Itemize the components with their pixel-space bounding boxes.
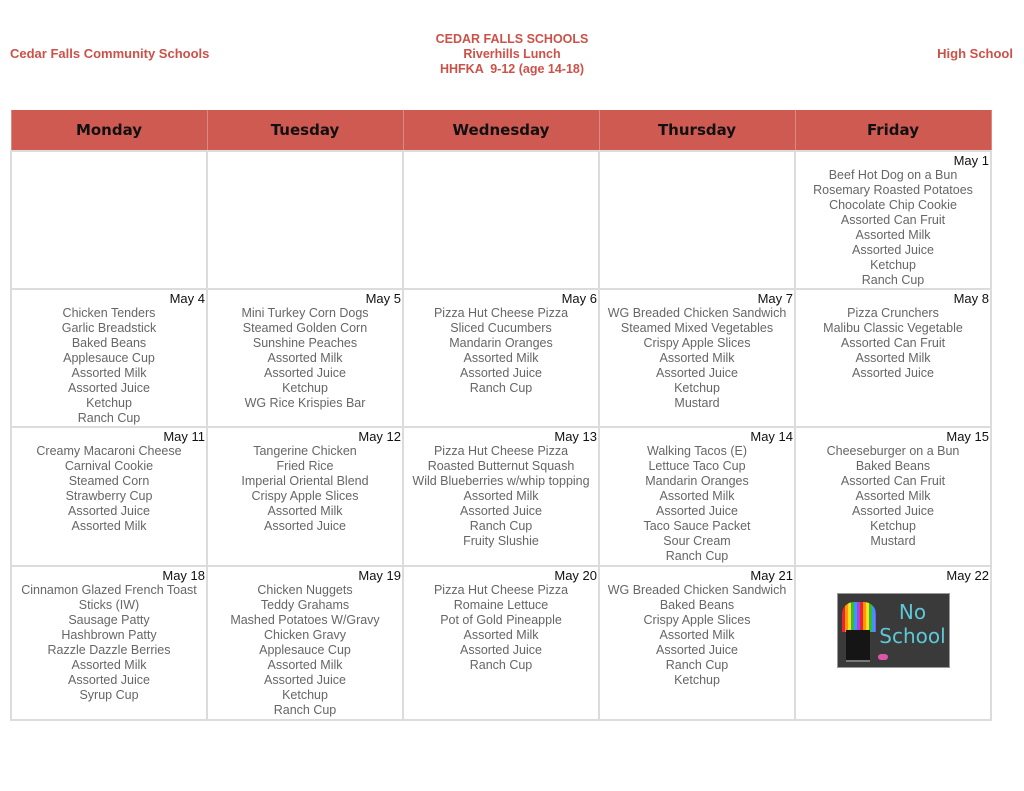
menu-item: Strawberry Cup [65, 489, 153, 503]
menu-item: Assorted Milk [855, 228, 931, 242]
day-cell [11, 289, 207, 427]
day-cell [795, 289, 991, 427]
day-date: May 7 [757, 291, 793, 306]
menu-item: Ranch Cup [77, 411, 141, 425]
menu-item: Pizza Hut Cheese Pizza [433, 444, 569, 458]
menu-item: Teddy Grahams [260, 598, 350, 612]
day-date: May 22 [946, 568, 989, 583]
day-date: May 4 [169, 291, 205, 306]
weekday-header-row [11, 110, 991, 151]
no-school-image [837, 593, 950, 668]
day-header-tuesday: Tuesday [207, 110, 403, 151]
day-date: May 13 [554, 429, 597, 444]
menu-item: Rosemary Roasted Potatoes [813, 183, 973, 197]
menu-title-line-2: Riverhills Lunch [463, 47, 561, 61]
menu-item: Fried Rice [276, 459, 334, 473]
menu-item: Crispy Apple Slices [643, 613, 751, 627]
menu-item: Crispy Apple Slices [251, 489, 359, 503]
menu-item: Assorted Milk [463, 489, 539, 503]
day-date: May 5 [365, 291, 401, 306]
menu-item: Pizza Crunchers [847, 306, 939, 320]
day-date: May 20 [554, 568, 597, 583]
menu-item: Chicken Nuggets [257, 583, 353, 597]
day-date: May 11 [163, 429, 205, 444]
menu-item: Carnival Cookie [64, 459, 154, 473]
menu-item: Chicken Gravy [264, 628, 346, 642]
menu-item: Ranch Cup [665, 549, 729, 563]
menu-item: Tangerine Chicken [253, 444, 357, 458]
day-cell [599, 151, 795, 289]
menu-item: Fruity Slushie [463, 534, 539, 548]
day-cell [599, 289, 795, 427]
day-cell [403, 151, 599, 289]
menu-items [796, 444, 990, 549]
menu-item: Razzle Dazzle Berries [47, 643, 171, 657]
menu-item: Assorted Milk [855, 351, 931, 365]
menu-item: Ketchup [674, 381, 720, 395]
menu-item: Applesauce Cup [63, 351, 155, 365]
menu-item: Sour Cream [663, 534, 731, 548]
day-date: May 6 [561, 291, 597, 306]
day-cell [207, 566, 403, 720]
menu-title-line-1: CEDAR FALLS SCHOOLS [435, 32, 589, 46]
menu-items [600, 583, 794, 688]
menu-item: Assorted Milk [267, 351, 343, 365]
menu-item: Assorted Milk [71, 366, 147, 380]
menu-item: Mandarin Oranges [449, 336, 553, 350]
day-cell [207, 289, 403, 427]
menu-item: Assorted Juice [264, 366, 346, 380]
school-level: High School [937, 46, 1013, 61]
menu-item: Assorted Can Fruit [840, 474, 946, 488]
district-name: Cedar Falls Community Schools [10, 46, 210, 61]
day-date: May 19 [358, 568, 401, 583]
menu-items [12, 306, 206, 426]
day-header-monday: Monday [11, 110, 207, 151]
menu-item: Assorted Can Fruit [840, 213, 946, 227]
menu-item: Ketchup [86, 396, 132, 410]
menu-item: Ranch Cup [861, 273, 925, 287]
day-cell [795, 427, 991, 566]
menu-item: Assorted Milk [71, 658, 147, 672]
menu-item: Sticks (IW) [78, 598, 140, 612]
menu-item: WG Breaded Chicken Sandwich [607, 306, 787, 320]
menu-item: Baked Beans [855, 459, 931, 473]
menu-items [208, 444, 402, 534]
menu-item: Crispy Apple Slices [643, 336, 751, 350]
menu-item: Ranch Cup [273, 703, 337, 717]
menu-item: Baked Beans [659, 598, 735, 612]
menu-item: Mustard [674, 396, 720, 410]
menu-item: Steamed Mixed Vegetables [620, 321, 774, 335]
menu-item: Malibu Classic Vegetable [823, 321, 963, 335]
menu-items [404, 444, 598, 549]
day-header-friday: Friday [795, 110, 991, 151]
menu-item: Roasted Butternut Squash [427, 459, 575, 473]
menu-item: Mashed Potatoes W/Gravy [230, 613, 380, 627]
menu-items [796, 168, 990, 288]
menu-item: Ketchup [870, 258, 916, 272]
day-cell [403, 566, 599, 720]
menu-item: Assorted Can Fruit [840, 336, 946, 350]
menu-item: Syrup Cup [79, 688, 139, 702]
menu-item: WG Rice Krispies Bar [244, 396, 366, 410]
menu-items [404, 583, 598, 673]
day-cell [599, 427, 795, 566]
week-row [11, 289, 991, 427]
menu-items [12, 583, 206, 703]
day-cell [403, 427, 599, 566]
menu-item: Assorted Milk [463, 351, 539, 365]
menu-item: Ranch Cup [469, 658, 533, 672]
menu-item: Ketchup [282, 688, 328, 702]
menu-item: Cheeseburger on a Bun [826, 444, 960, 458]
day-date: May 18 [162, 568, 205, 583]
menu-item: Mandarin Oranges [645, 474, 749, 488]
no-school-line-2: School [879, 624, 946, 648]
menu-item: Mustard [870, 534, 916, 548]
menu-item: Ranch Cup [469, 381, 533, 395]
pushpin-icon [878, 654, 888, 660]
menu-item: Assorted Juice [460, 366, 542, 380]
menu-items [796, 306, 990, 381]
menu-item: Assorted Milk [659, 628, 735, 642]
day-date: May 1 [953, 153, 989, 168]
menu-item: Applesauce Cup [259, 643, 351, 657]
menu-items [208, 306, 402, 411]
menu-item: Assorted Juice [264, 673, 346, 687]
menu-item: Mini Turkey Corn Dogs [241, 306, 369, 320]
day-date: May 12 [358, 429, 401, 444]
menu-item: Assorted Juice [852, 243, 934, 257]
menu-item: Ketchup [870, 519, 916, 533]
menu-item: Pot of Gold Pineapple [440, 613, 562, 627]
menu-item: Assorted Juice [460, 504, 542, 518]
menu-item: Cinnamon Glazed French Toast [21, 583, 197, 597]
menu-item: Assorted Juice [852, 504, 934, 518]
menu-item: Assorted Milk [267, 504, 343, 518]
menu-item: Assorted Juice [460, 643, 542, 657]
day-cell [11, 151, 207, 289]
day-cell [11, 566, 207, 720]
menu-item: Romaine Lettuce [453, 598, 549, 612]
menu-item: Assorted Milk [659, 489, 735, 503]
menu-item: Assorted Juice [68, 381, 150, 395]
day-cell [11, 427, 207, 566]
menu-items [600, 306, 794, 411]
day-cell [207, 427, 403, 566]
menu-item: Wild Blueberries w/whip topping [412, 474, 590, 488]
menu-item: Sunshine Peaches [252, 336, 358, 350]
menu-item: Chicken Tenders [62, 306, 156, 320]
day-date: May 21 [750, 568, 793, 583]
day-date: May 14 [750, 429, 793, 444]
menu-item: Assorted Milk [855, 489, 931, 503]
menu-item: Ranch Cup [665, 658, 729, 672]
menu-item: Pizza Hut Cheese Pizza [433, 583, 569, 597]
menu-item: Sausage Patty [68, 613, 150, 627]
day-cell [403, 289, 599, 427]
menu-item: Assorted Juice [68, 504, 150, 518]
day-cell [207, 151, 403, 289]
day-date: May 8 [953, 291, 989, 306]
menu-title [0, 32, 1024, 77]
menu-item: Assorted Juice [656, 643, 738, 657]
colored-pencils-icon [842, 602, 876, 632]
day-date: May 15 [946, 429, 989, 444]
menu-item: Steamed Corn [68, 474, 150, 488]
menu-item: Taco Sauce Packet [643, 519, 751, 533]
no-school-text [878, 600, 948, 648]
menu-item: Sliced Cucumbers [450, 321, 552, 335]
menu-item: Assorted Juice [656, 366, 738, 380]
menu-item: Steamed Golden Corn [242, 321, 368, 335]
menu-title-line-3: HHFKA 9-12 (age 14-18) [439, 62, 585, 76]
lunch-calendar [10, 110, 992, 721]
menu-item: Hashbrown Patty [61, 628, 157, 642]
menu-item: Creamy Macaroni Cheese [36, 444, 182, 458]
day-cell [599, 566, 795, 720]
menu-item: Imperial Oriental Blend [241, 474, 369, 488]
menu-item: Ranch Cup [469, 519, 533, 533]
menu-item: Assorted Milk [659, 351, 735, 365]
menu-item: Assorted Juice [656, 504, 738, 518]
menu-item: Ketchup [674, 673, 720, 687]
menu-items [208, 583, 402, 718]
menu-item: Assorted Juice [68, 673, 150, 687]
menu-items [600, 444, 794, 564]
day-cell [795, 566, 991, 720]
menu-items [404, 306, 598, 396]
no-school-line-1: No [898, 600, 927, 624]
week-row [11, 151, 991, 289]
menu-items [12, 444, 206, 534]
menu-item: Beef Hot Dog on a Bun [828, 168, 958, 182]
week-row [11, 427, 991, 566]
menu-item: Assorted Milk [267, 658, 343, 672]
day-header-wednesday: Wednesday [403, 110, 599, 151]
pencil-cup-icon [846, 630, 870, 662]
menu-item: Assorted Milk [463, 628, 539, 642]
menu-item: Baked Beans [71, 336, 147, 350]
menu-item: Assorted Milk [71, 519, 147, 533]
day-cell [795, 151, 991, 289]
menu-item: Garlic Breadstick [61, 321, 157, 335]
menu-item: Assorted Juice [852, 366, 934, 380]
menu-item: Ketchup [282, 381, 328, 395]
menu-item: Lettuce Taco Cup [648, 459, 746, 473]
menu-item: Walking Tacos (E) [646, 444, 748, 458]
week-row [11, 566, 991, 720]
menu-item: Chocolate Chip Cookie [829, 198, 957, 212]
menu-item: Pizza Hut Cheese Pizza [433, 306, 569, 320]
menu-item: Assorted Juice [264, 519, 346, 533]
day-header-thursday: Thursday [599, 110, 795, 151]
menu-item: WG Breaded Chicken Sandwich [607, 583, 787, 597]
